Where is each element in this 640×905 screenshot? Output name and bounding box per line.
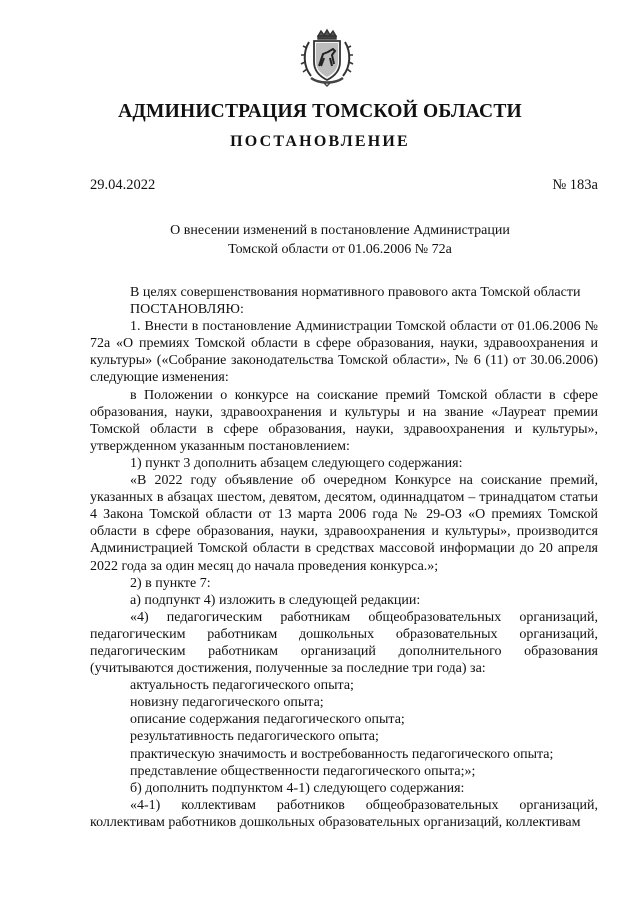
document-date: 29.04.2022 (90, 177, 156, 193)
document-type: ПОСТАНОВЛЕНИЕ (230, 133, 410, 150)
subject-line: Томской области от 01.06.2006 № 72а (228, 242, 452, 257)
paragraph: «4) педагогическим работникам общеобразовательных организаций, педагогическим работникам дошкольных образовательных организаций, педагогическим работникам организаций дополнительного образования (учитываются достижения, полученные за последние три года) за: (90, 609, 598, 677)
document-subject (90, 221, 590, 259)
paragraph: 2) в пункте 7: (130, 575, 211, 591)
list-item: новизну педагогического опыта; (130, 695, 324, 711)
list-item: результативность педагогического опыта; (130, 729, 379, 745)
document-number: № 183а (552, 177, 598, 193)
paragraph: В целях совершенствования нормативного правового акта Томской области (130, 285, 581, 300)
paragraph: б) дополнить подпунктом 4-1) следующего содержания: (130, 780, 465, 796)
paragraph: в Положении о конкурсе на соискание премий Томской области в сфере образования, науки, здравоохранения и культуры и на звание «Лауреат премии Томской области в сфере образования, науки, здравоохранения и культуры», утвержденном указанным постановлением: (90, 387, 598, 454)
paragraph: «4-1) коллективам работников общеобразовательных организаций, коллективам работников дошкольных образовательных организаций, коллективам (90, 797, 598, 830)
paragraph: «В 2022 году объявление об очередном Конкурсе на соискание премий, указанных в абзацах шестом, девятом, десятом, одиннадцатом – тринадцатом статьи 4 Закона Томской области от 13 марта 2006 года № 29-ОЗ «О премиях Томской области в сфере образования, науки, здравоохранения и культуры», производится Администрацией Томской области в средствах массовой информации до 20 апреля 2022 года за один месяц до начала проведения конкурса.»; (90, 473, 598, 574)
paragraph: 1) пункт 3 дополнить абзацем следующего содержания: (130, 455, 463, 471)
subject-line: О внесении изменений в постановление Администрации (170, 223, 510, 238)
paragraph: 1. Внести в постановление Администрации Томской области от 01.06.2006 № 72а «О премиях Томской области в сфере образования, науки, здравоохранения и культуры» («Собрание законодательства Томской области», № 6 (11) от 30.06.2006) следующие изменения: (90, 319, 598, 386)
list-item: актуальность педагогического опыта; (130, 678, 354, 694)
list-item: описание содержания педагогического опыта; (130, 712, 405, 728)
coat-of-arms-emblem (297, 28, 357, 88)
organization-name: АДМИНИСТРАЦИЯ ТОМСКОЙ ОБЛАСТИ (118, 101, 522, 122)
list-item: практическую значимость и востребованность педагогического опыта; (130, 746, 554, 762)
paragraph-decree: ПОСТАНОВЛЯЮ: (130, 302, 244, 318)
document-body (90, 284, 598, 831)
paragraph: а) подпункт 4) изложить в следующей редакции: (130, 592, 421, 608)
list-item: представление общественности педагогического опыта;»; (130, 763, 476, 779)
